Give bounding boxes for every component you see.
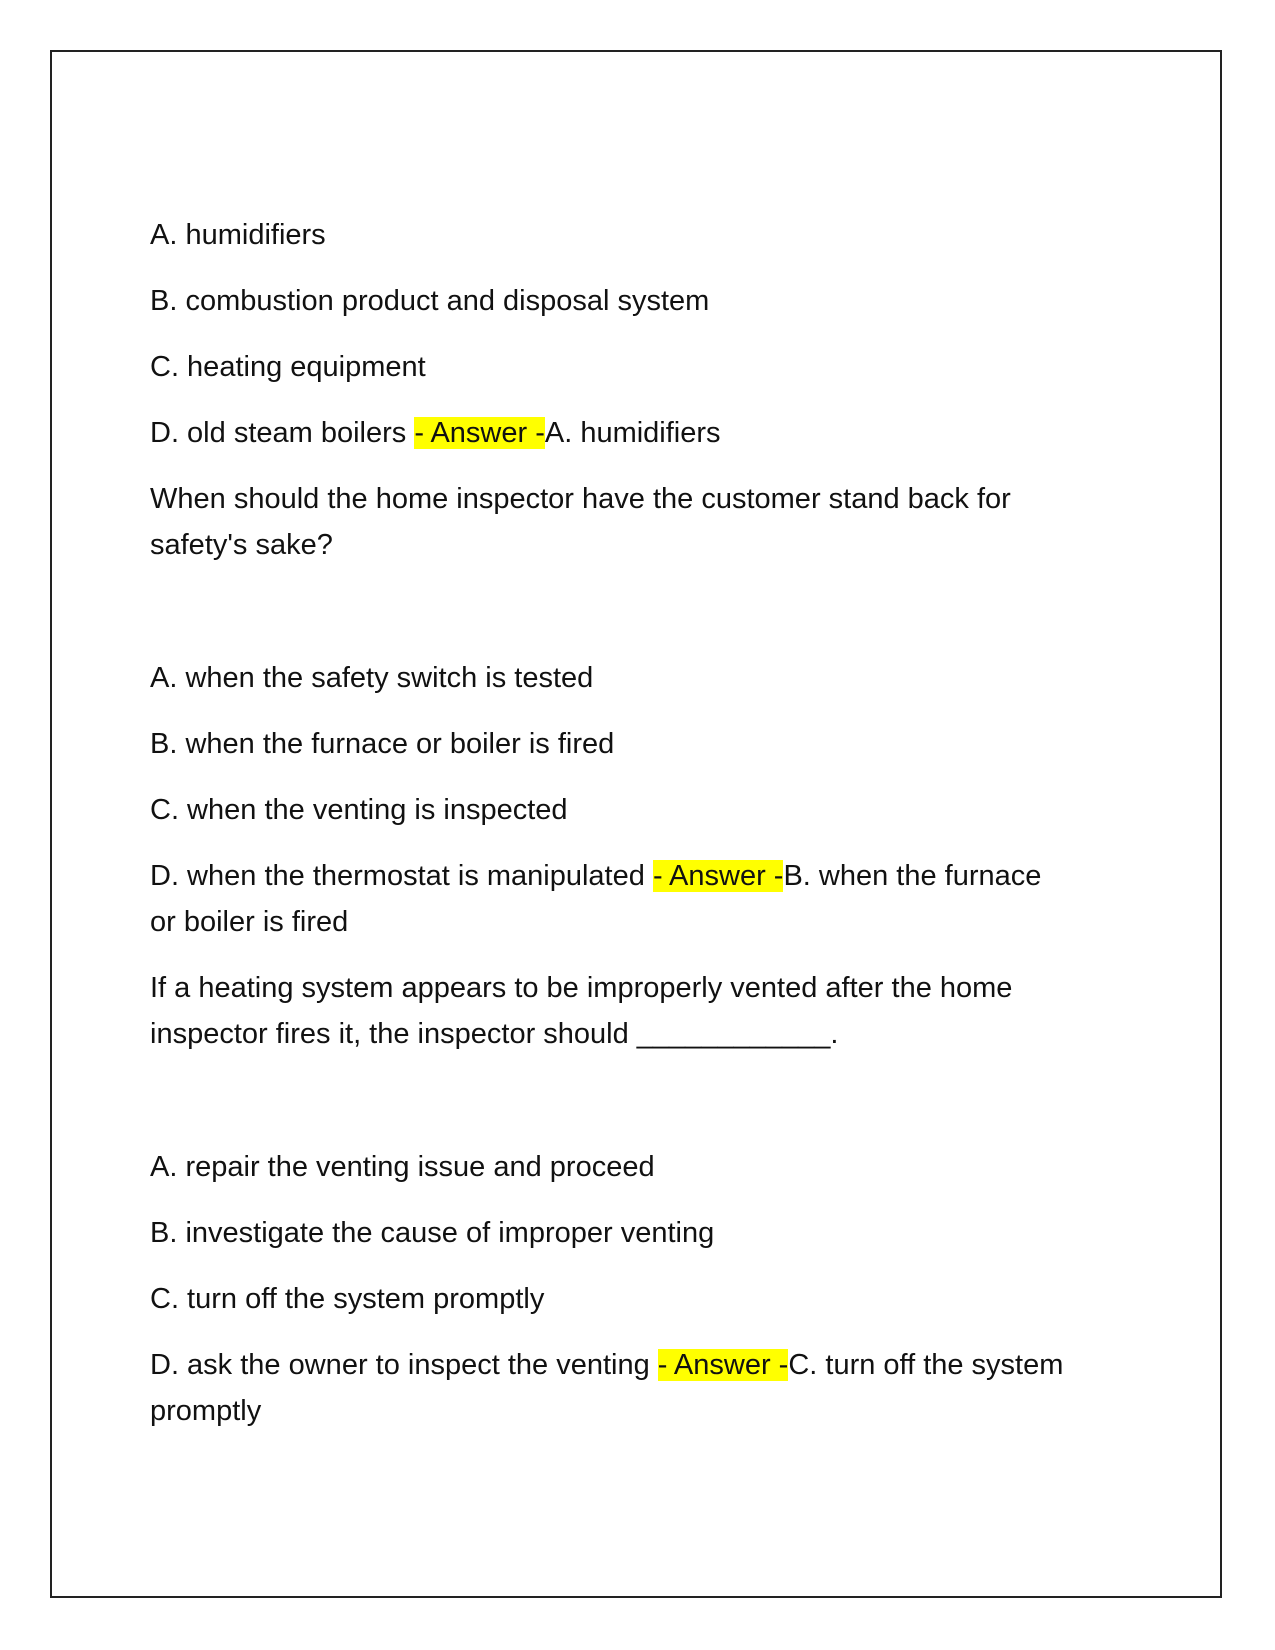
q2-option-c: C. when the venting is inspected [150,794,568,826]
q2-question-line1: When should the home inspector have the customer stand back for [150,483,1011,515]
q3-option-c: C. turn off the system promptly [150,1283,545,1315]
q2-option-d-line [150,853,1041,900]
q1-option-a: A. humidifiers [150,219,326,251]
q3-question-line2: inspector fires it, the inspector should ____________. [150,1018,839,1050]
q2-option-b: B. when the furnace or boiler is fired [150,728,615,760]
q1-option-c: C. heating equipment [150,351,426,383]
q3-question-line1: If a heating system appears to be improperly vented after the home [150,972,1013,1004]
q3-option-a: A. repair the venting issue and proceed [150,1151,655,1183]
q2-answer-marker: - Answer - [652,860,784,892]
q3-option-d: D. ask the owner to inspect the venting [150,1349,658,1381]
q2-answer-text-line1: B. when the furnace [783,860,1042,892]
q2-option-a: A. when the safety switch is tested [150,662,594,694]
q2-answer-text-line2: or boiler is fired [150,906,349,938]
q3-answer-marker: - Answer - [657,1349,789,1381]
q1-option-b: B. combustion product and disposal system [150,285,710,317]
q1-answer-text: A. humidifiers [544,417,721,449]
q2-option-d: D. when the thermostat is manipulated [150,860,653,892]
q2-question-line2: safety's sake? [150,529,333,561]
q3-option-b: B. investigate the cause of improper venting [150,1217,715,1249]
q1-answer-marker: - Answer - [414,417,545,449]
q1-option-d: D. old steam boilers [150,417,415,449]
q3-answer-text-line1: C. turn off the system [788,1349,1064,1381]
q1-option-d-line [150,410,721,457]
q3-option-d-line [150,1342,1063,1389]
q3-answer-text-line2: promptly [150,1395,262,1427]
